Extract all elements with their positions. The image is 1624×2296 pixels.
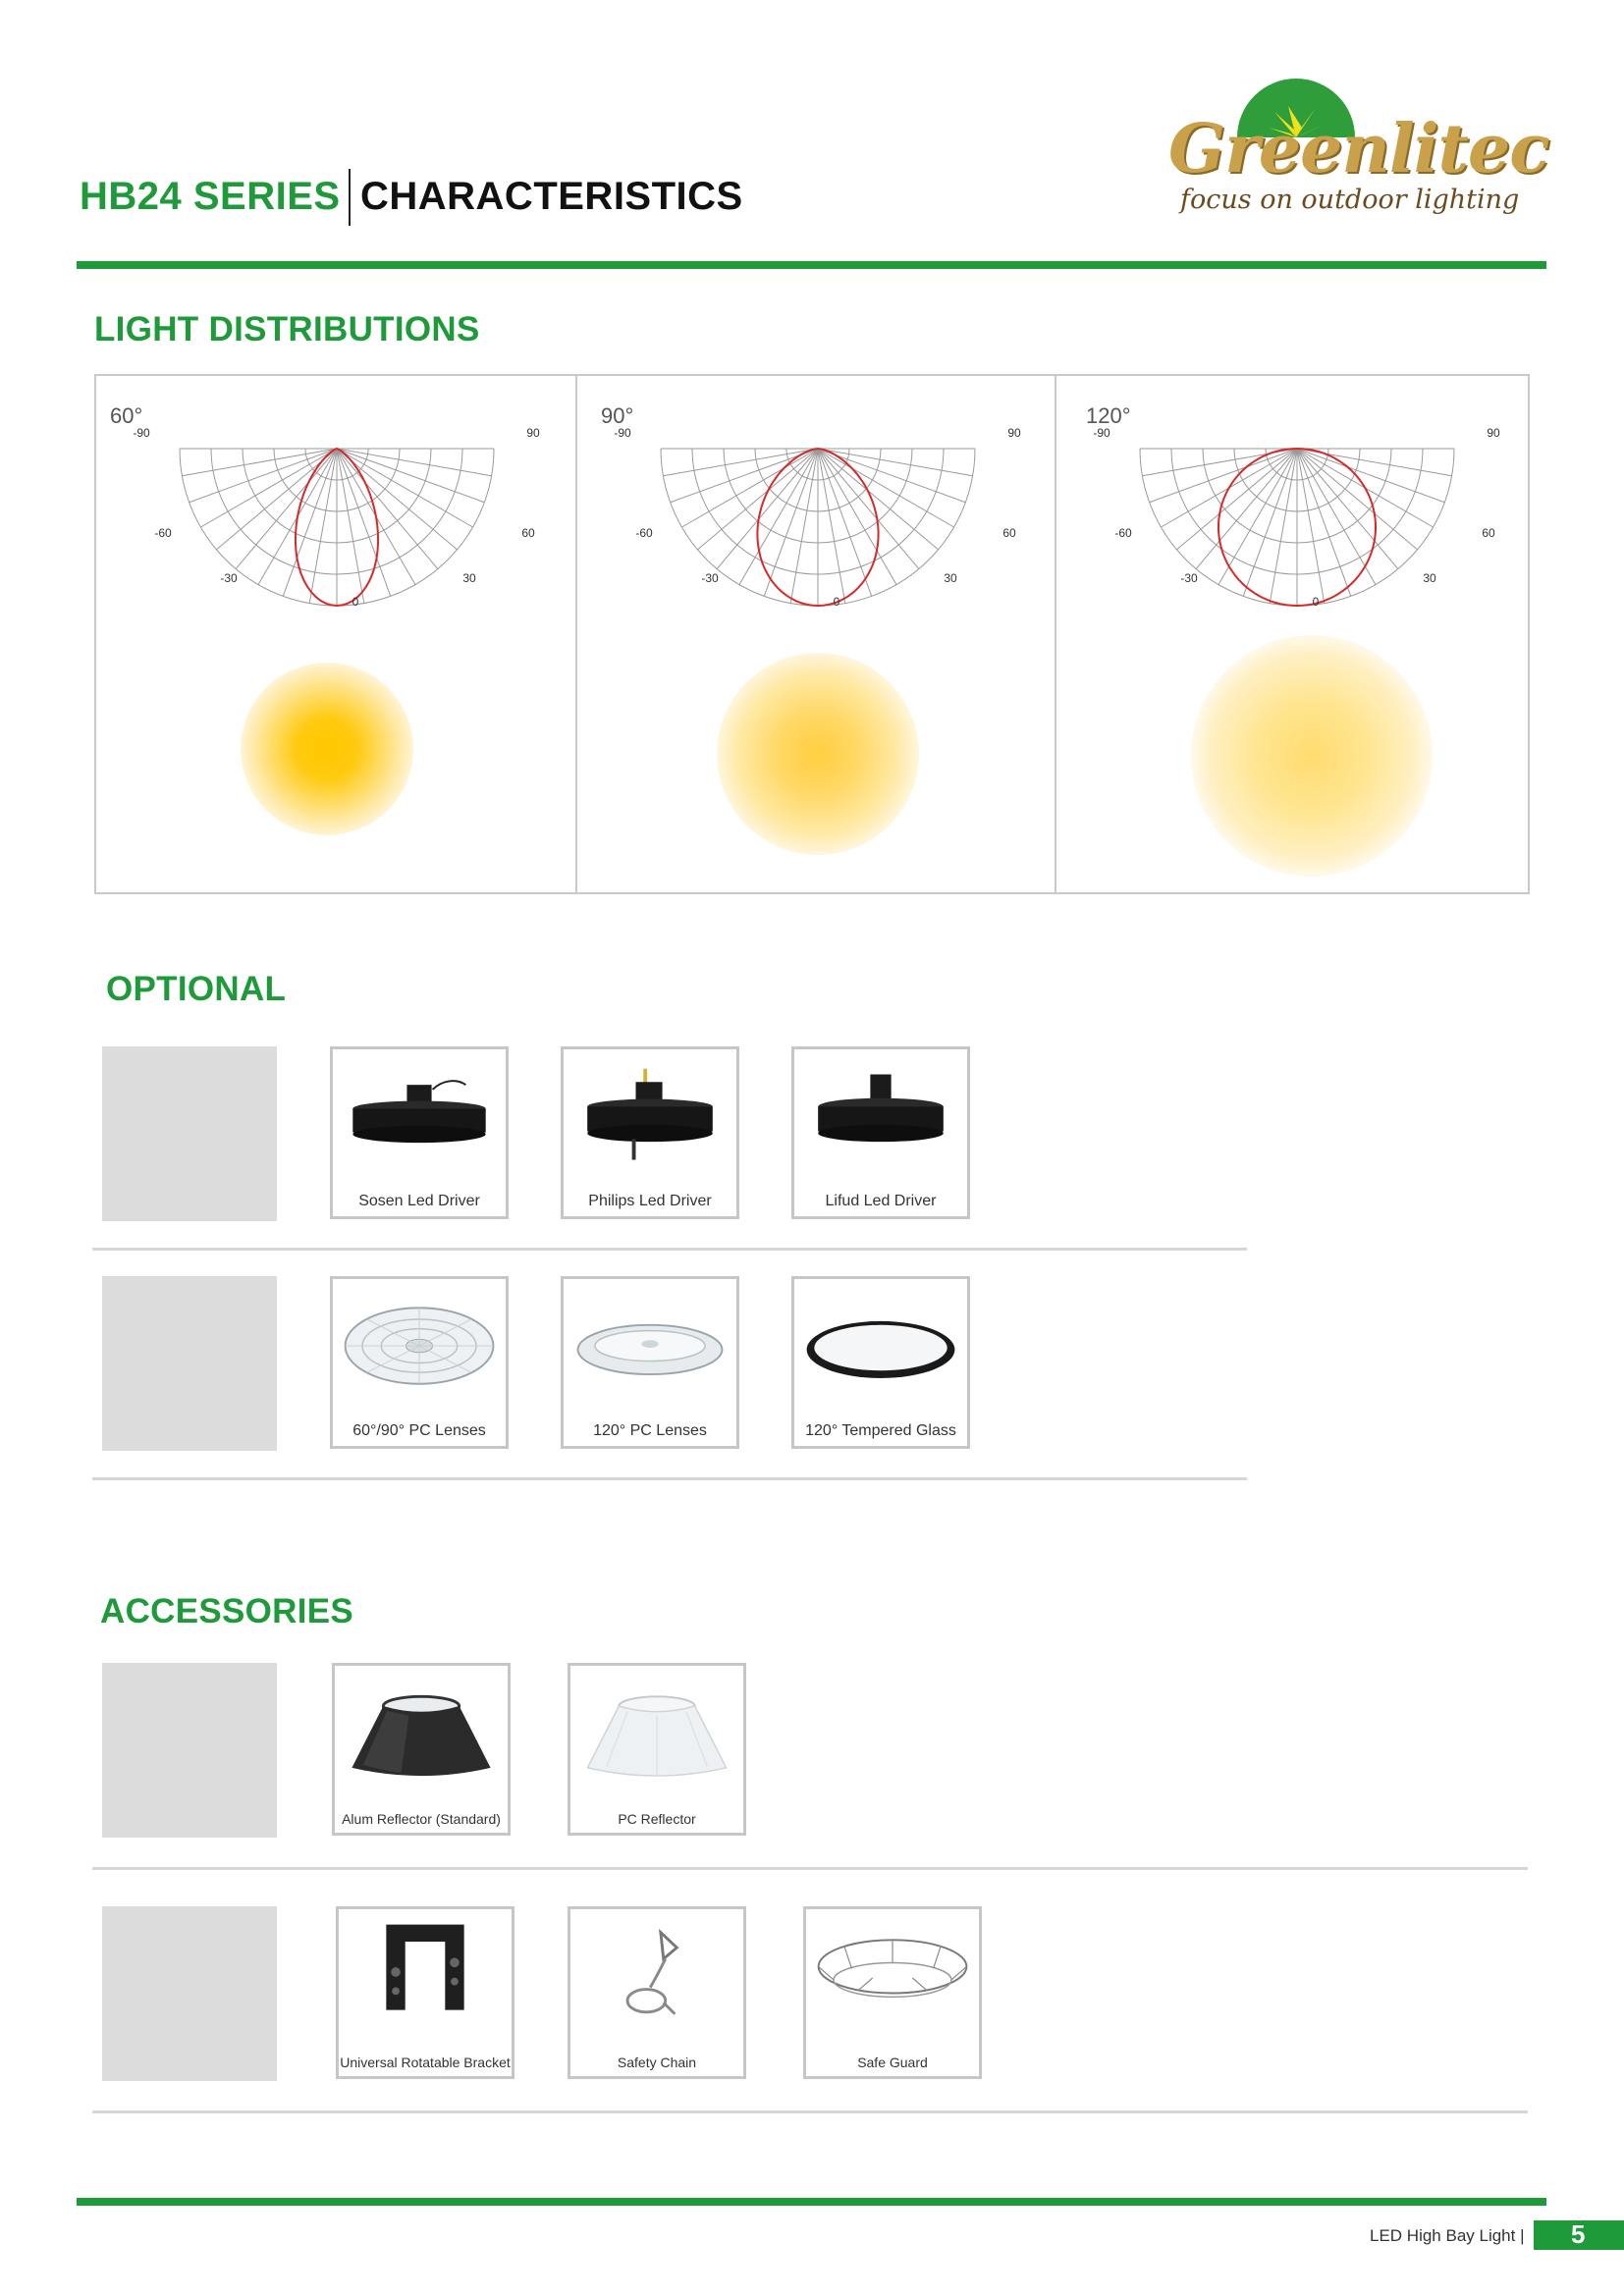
lens-icon (564, 1289, 736, 1407)
distribution-frame (94, 374, 1530, 894)
brand-tagline: focus on outdoor lighting (1180, 185, 1520, 215)
polar-diagram (614, 425, 1021, 612)
light-spot (715, 651, 921, 857)
angle-tick-label: 30 (944, 571, 957, 585)
angle-tick-label: -90 (614, 426, 631, 440)
angle-tick-label: 0 (1312, 595, 1320, 609)
section-accessories: ACCESSORIES (100, 1592, 354, 1630)
reflector-icon (335, 1676, 508, 1793)
driver-housing-icon (794, 1059, 967, 1177)
product-tile (330, 1276, 509, 1449)
section-light-distributions: LIGHT DISTRIBUTIONS (94, 310, 480, 348)
category-thumbnail (102, 1906, 277, 2081)
angle-tick-label: 60 (1482, 526, 1495, 540)
distribution-panel (575, 376, 1055, 892)
angle-label: 90° (601, 403, 634, 428)
tile-caption: Philips Led Driver (588, 1193, 712, 1209)
tile-caption: Safety Chain (617, 2055, 697, 2070)
light-spot (239, 661, 415, 837)
category-thumbnail (102, 1276, 277, 1451)
angle-tick-label: -30 (701, 571, 719, 585)
angle-tick-label: 30 (1423, 571, 1436, 585)
row-divider (92, 1248, 1247, 1251)
distribution-panel (1055, 376, 1532, 892)
row-divider (92, 2110, 1528, 2113)
angle-label: 120° (1086, 403, 1131, 428)
light-spot (1189, 633, 1435, 879)
category-thumbnail (102, 1046, 277, 1221)
tile-caption: Sosen Led Driver (358, 1193, 480, 1209)
angle-tick-label: 0 (352, 595, 359, 609)
tile-caption: 120° Tempered Glass (805, 1422, 956, 1439)
row-divider (92, 1477, 1247, 1480)
driver-housing-icon (564, 1059, 736, 1177)
title-divider (349, 169, 351, 226)
guard-icon (806, 1919, 979, 2037)
angle-label: 60° (110, 403, 143, 428)
tile-caption: 120° PC Lenses (593, 1422, 707, 1439)
angle-tick-label: 60 (521, 526, 535, 540)
product-tile (336, 1906, 514, 2079)
header-rule (77, 261, 1546, 269)
page-number: 5 (1571, 2219, 1586, 2249)
distribution-panel (96, 376, 575, 892)
page-title: CHARACTERISTICS (360, 175, 743, 218)
angle-tick-label: 0 (833, 595, 840, 609)
lens-icon (333, 1289, 506, 1407)
angle-tick-label: 90 (526, 426, 540, 440)
tile-caption: Lifud Led Driver (825, 1193, 937, 1209)
tile-caption: Safe Guard (857, 2055, 928, 2070)
polar-diagram (1093, 425, 1500, 612)
brand-wordmark: Greenlitec (1168, 110, 1549, 188)
angle-tick-label: -30 (220, 571, 238, 585)
product-tile (803, 1906, 982, 2079)
glass-icon (794, 1289, 967, 1407)
product-tile (568, 1663, 746, 1836)
angle-tick-label: -60 (1114, 526, 1132, 540)
angle-tick-label: 90 (1487, 426, 1500, 440)
driver-housing-icon (333, 1059, 506, 1177)
bracket-icon (339, 1913, 512, 2031)
angle-tick-label: 30 (462, 571, 476, 585)
product-tile (330, 1046, 509, 1219)
product-tile (568, 1906, 746, 2079)
footer-label: LED High Bay Light | (1370, 2226, 1525, 2245)
product-tile (561, 1046, 739, 1219)
footer-rule (77, 2198, 1546, 2206)
product-tile (561, 1276, 739, 1449)
row-divider (92, 1867, 1528, 1870)
chain-icon (570, 1919, 743, 2037)
angle-tick-label: -90 (133, 426, 150, 440)
angle-tick-label: 60 (1002, 526, 1016, 540)
angle-tick-label: -30 (1180, 571, 1198, 585)
series-title: HB24 SERIES (80, 175, 341, 218)
tile-caption: Universal Rotatable Bracket (340, 2055, 511, 2070)
tile-caption: Alum Reflector (Standard) (342, 1811, 501, 1827)
product-tile (791, 1276, 970, 1449)
tile-caption: PC Reflector (618, 1811, 696, 1827)
section-optional: OPTIONAL (106, 970, 287, 1008)
tile-caption: 60°/90° PC Lenses (352, 1422, 486, 1439)
category-thumbnail (102, 1663, 277, 1838)
product-tile (332, 1663, 511, 1836)
polar-diagram (135, 425, 538, 612)
product-tile (791, 1046, 970, 1219)
angle-tick-label: -90 (1093, 426, 1110, 440)
reflector-icon (570, 1676, 743, 1793)
angle-tick-label: 90 (1007, 426, 1021, 440)
angle-tick-label: -60 (154, 526, 172, 540)
angle-tick-label: -60 (635, 526, 653, 540)
